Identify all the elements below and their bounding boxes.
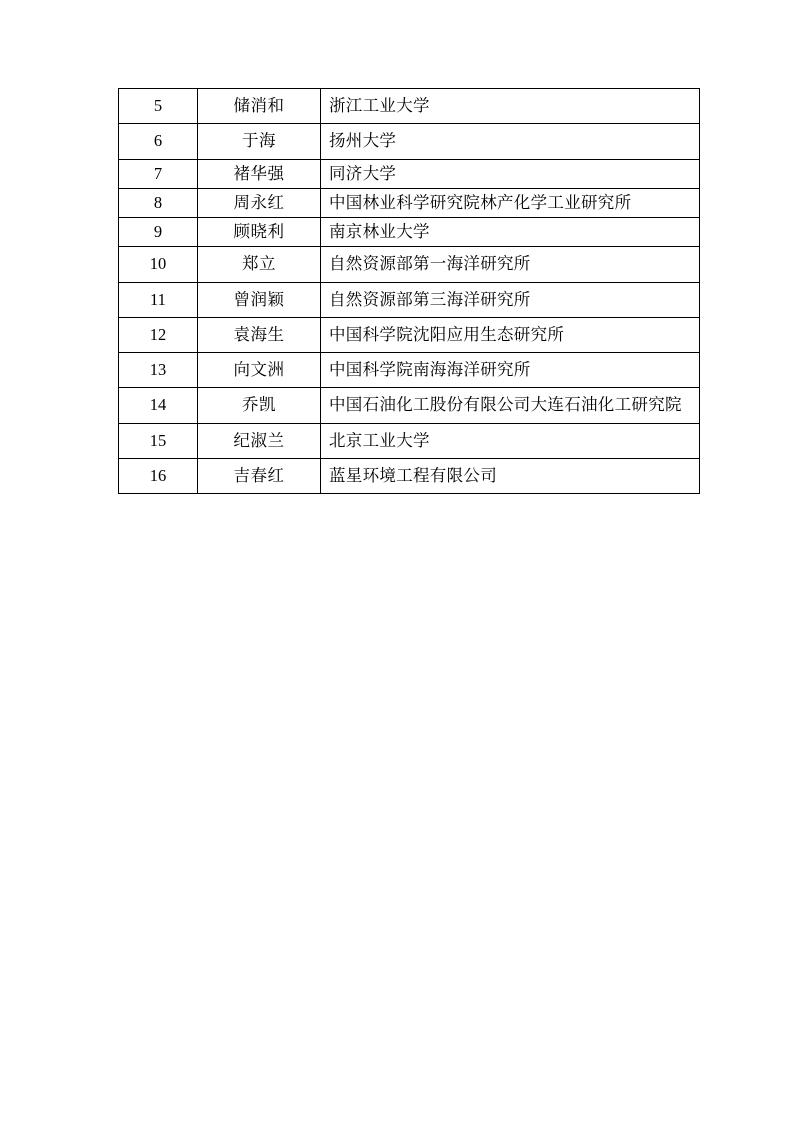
row-index: 15: [119, 423, 198, 458]
row-index: 10: [119, 247, 198, 282]
row-index: 9: [119, 218, 198, 247]
row-index: 12: [119, 317, 198, 352]
table-row: [119, 388, 700, 423]
table-row: [119, 89, 700, 124]
row-name: 纪淑兰: [198, 423, 321, 458]
row-organization: 同济大学: [321, 159, 700, 188]
row-organization: 南京林业大学: [321, 218, 700, 247]
row-organization: 北京工业大学: [321, 423, 700, 458]
row-organization: 中国科学院沈阳应用生态研究所: [321, 317, 700, 352]
row-index: 5: [119, 89, 198, 124]
table-row: [119, 423, 700, 458]
table-row: [119, 159, 700, 188]
row-name: 郑立: [198, 247, 321, 282]
row-name: 曾润颖: [198, 282, 321, 317]
row-index: 14: [119, 388, 198, 423]
table-row: [119, 188, 700, 217]
row-organization: 中国科学院南海海洋研究所: [321, 353, 700, 388]
table-row: [119, 247, 700, 282]
row-organization: 中国林业科学研究院林产化学工业研究所: [321, 188, 700, 217]
row-index: 16: [119, 458, 198, 493]
row-organization: 自然资源部第一海洋研究所: [321, 247, 700, 282]
row-name: 褚华强: [198, 159, 321, 188]
row-name: 乔凯: [198, 388, 321, 423]
row-name: 于海: [198, 124, 321, 159]
row-index: 11: [119, 282, 198, 317]
row-name: 周永红: [198, 188, 321, 217]
table-row: [119, 353, 700, 388]
row-organization: 自然资源部第三海洋研究所: [321, 282, 700, 317]
row-name: 顾晓利: [198, 218, 321, 247]
table-body: [119, 89, 700, 494]
row-name: 袁海生: [198, 317, 321, 352]
table-row: [119, 317, 700, 352]
row-index: 6: [119, 124, 198, 159]
row-index: 7: [119, 159, 198, 188]
table-row: [119, 282, 700, 317]
row-name: 向文洲: [198, 353, 321, 388]
table-row: [119, 124, 700, 159]
table-row: [119, 458, 700, 493]
row-index: 8: [119, 188, 198, 217]
table-row: [119, 218, 700, 247]
expert-roster-table: [118, 88, 700, 494]
row-name: 吉春红: [198, 458, 321, 493]
row-organization: 中国石油化工股份有限公司大连石油化工研究院: [321, 388, 700, 423]
row-name: 储消和: [198, 89, 321, 124]
row-organization: 浙江工业大学: [321, 89, 700, 124]
row-index: 13: [119, 353, 198, 388]
row-organization: 蓝星环境工程有限公司: [321, 458, 700, 493]
row-organization: 扬州大学: [321, 124, 700, 159]
